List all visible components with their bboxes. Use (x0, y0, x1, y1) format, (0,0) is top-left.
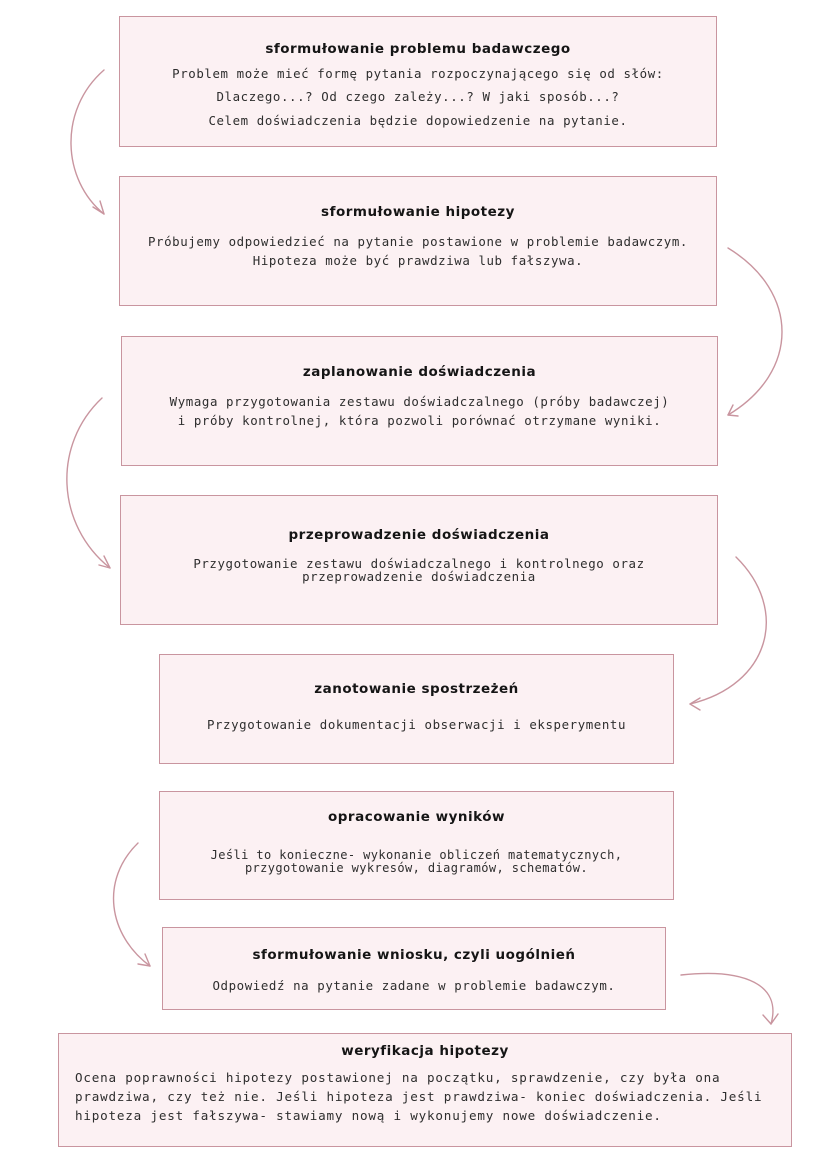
step-text-line: Wymaga przygotowania zestawu doświadczalnego (próby badawczej) (169, 394, 670, 409)
step-text-line: Problem może mieć formę pytania rozpoczynającego się od słów: (172, 66, 664, 81)
step-box-problem (119, 16, 717, 147)
step-text-line: Dlaczego...? Od czego zależy...? W jaki sposób...? (216, 89, 620, 104)
step-title: opracowanie wyników (327, 809, 506, 825)
arrow-1-to-2 (71, 70, 104, 214)
step-text-line: Przygotowanie zestawu doświadczalnego i kontrolnego oraz (193, 556, 645, 571)
step-box-results (159, 791, 674, 900)
step-title: zanotowanie spostrzeżeń (314, 681, 519, 697)
arrow-3-to-4 (67, 398, 110, 568)
step-text-line: Próbujemy odpowiedzieć na pytanie postawione w problemie badawczym. (147, 234, 688, 249)
step-title: sformułowanie problemu badawczego (265, 41, 571, 57)
step-text-line: i próby kontrolnej, która pozwoli porównać otrzymane wyniki. (177, 413, 662, 428)
step-box-hypothesis (119, 176, 717, 306)
step-title: zaplanowanie doświadczenia (302, 364, 537, 380)
step-text-line: przygotowanie wykresów, diagramów, schematów. (244, 861, 589, 875)
step-box-conclusions (162, 927, 666, 1010)
arrow-2-to-3 (728, 248, 782, 416)
step-box-conducting (120, 495, 718, 625)
step-title: sformułowanie wniosku, czyli uogólnień (252, 947, 576, 963)
step-text-line: przeprowadzenie doświadczenia (302, 569, 536, 584)
arrow-6-to-7 (114, 843, 150, 966)
step-text-paragraph: Ocena poprawności hipotezy postawionej na początku, sprawdzenie, czy była ona prawdziwa, czy też nie. Jeśli hipoteza jest prawdziwa- koniec doświadczenia. Jeśli hipoteza jest fałszywa- stawiamy nową i wykonujemy nowe doświadczenie. (75, 1070, 763, 1123)
step-text-line: Hipoteza może być prawdziwa lub fałszywa. (252, 253, 584, 268)
step-title: weryfikacja hipotezy (341, 1043, 509, 1059)
arrow-7-to-8 (681, 973, 778, 1024)
step-box-verification (58, 1033, 792, 1147)
step-box-planning (121, 336, 718, 466)
step-text-line: Jeśli to konieczne- wykonanie obliczeń matematycznych, (210, 848, 623, 862)
step-box-observations (159, 654, 674, 764)
step-title: sformułowanie hipotezy (321, 204, 515, 220)
step-text-line: Odpowiedź na pytanie zadane w problemie badawczym. (212, 978, 616, 993)
step-text-line: Celem doświadczenia będzie dopowiedzenie na pytanie. (208, 113, 628, 128)
step-text-line: Przygotowanie dokumentacji obserwacji i eksperymentu (206, 717, 627, 732)
step-title: przeprowadzenie doświadczenia (288, 527, 550, 543)
